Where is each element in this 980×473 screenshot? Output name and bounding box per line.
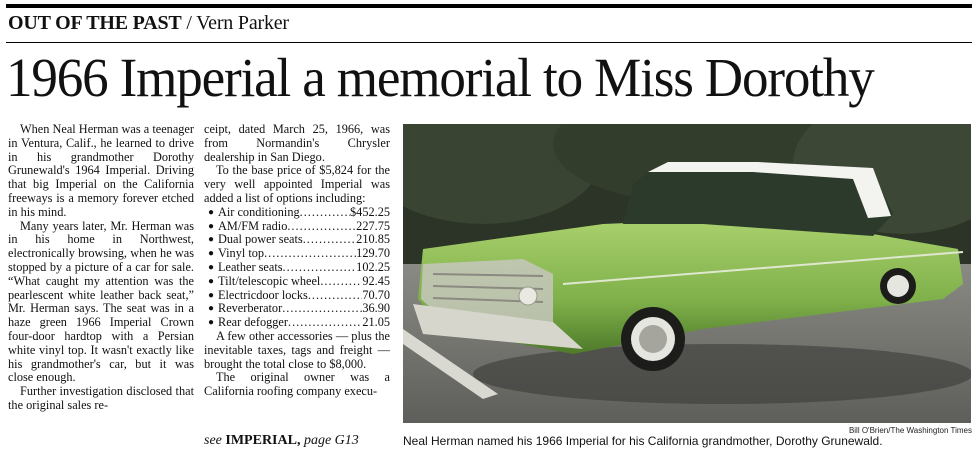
paragraph: When Neal Herman was a teenager in Ventura, Calif., he learned to drive in his grandmother Dorothy Grunewald's 1964 Imperial. Driving that big Imperial on the California freeways is a memory forever etched in his mind. xyxy=(8,122,194,219)
option-name: Dual power seats xyxy=(218,232,303,247)
car-illustration xyxy=(403,124,971,423)
bullet-icon: ● xyxy=(208,248,215,260)
car-photo xyxy=(403,124,971,423)
paragraph: ceipt, dated March 25, 1966, was from Normandin's Chrysler dealership in San Diego. xyxy=(204,122,390,164)
option-name: AM/FM radio xyxy=(218,218,288,233)
option-item xyxy=(204,316,390,330)
option-price: 92.45 xyxy=(362,273,390,288)
option-name: Air conditioning xyxy=(218,204,300,219)
column-kicker xyxy=(8,12,289,35)
option-price: 21.05 xyxy=(362,315,390,330)
leader-dots xyxy=(320,275,362,289)
headlight xyxy=(519,287,537,305)
option-name: Electricdoor locks xyxy=(218,287,308,302)
option-price: 36.90 xyxy=(362,301,390,316)
paragraph: A few other accessories — plus the inevitable taxes, tags and freight — brought the total close to $8,000. xyxy=(204,328,390,371)
option-price: 210.85 xyxy=(356,232,390,247)
option-name: Leather seats xyxy=(218,259,283,274)
option-item xyxy=(204,302,390,316)
option-item xyxy=(204,206,390,220)
kicker-rule xyxy=(6,42,972,43)
jump-see: see xyxy=(204,433,226,448)
article-column-1 xyxy=(8,123,194,413)
option-item xyxy=(204,275,390,289)
jump-page: page G13 xyxy=(303,433,359,448)
leader-dots xyxy=(300,206,350,220)
option-name: Reverberator xyxy=(218,301,283,316)
paragraph: The original owner was a California roofing company execu- xyxy=(204,370,390,399)
option-item xyxy=(204,233,390,247)
option-item xyxy=(204,220,390,234)
hubcap xyxy=(639,325,667,353)
leader-dots xyxy=(308,289,363,303)
option-name: Rear defogger xyxy=(218,315,288,330)
leader-dots xyxy=(283,261,357,275)
option-price: $452.25 xyxy=(350,204,390,219)
option-item xyxy=(204,289,390,303)
photo-caption: Neal Herman named his 1966 Imperial for his California grandmother, Dorothy Grunewald. xyxy=(403,434,883,448)
bullet-icon: ● xyxy=(208,234,215,246)
options-list xyxy=(204,206,390,330)
kicker-byline: / Vern Parker xyxy=(181,12,289,34)
leader-dots xyxy=(264,247,356,261)
jump-line[interactable] xyxy=(204,433,359,449)
option-name: Tilt/telescopic wheel xyxy=(218,273,321,288)
bullet-icon: ● xyxy=(208,317,215,329)
leader-dots xyxy=(287,220,356,234)
bullet-icon: ● xyxy=(208,220,215,232)
headline: 1966 Imperial a memorial to Miss Dorothy xyxy=(6,47,874,108)
jump-ref: IMPERIAL, xyxy=(225,433,304,448)
paragraph: Further investigation disclosed that the original sales re- xyxy=(8,384,194,412)
leader-dots xyxy=(282,302,362,316)
option-item xyxy=(204,247,390,261)
paragraph: To the base price of $5,824 for the very well appointed Imperial was added a list of options including: xyxy=(204,163,390,205)
option-price: 102.25 xyxy=(356,259,390,274)
bullet-icon: ● xyxy=(208,261,215,273)
whitewall xyxy=(887,275,909,297)
leader-dots xyxy=(288,316,362,330)
paragraph: Many years later, Mr. Herman was in his home in Northwest, electronically browsing, when he was stopped by a picture of a car for sale. “What caught my attention was the pearlescent white leather back seat,” Mr. Herman says. The seat was in a haze green 1966 Imperial Crown four-door hardtop with a Persian white vinyl top. It wasn't exactly like his grandmother's car, but it was close enough. xyxy=(8,218,194,385)
bullet-icon: ● xyxy=(208,303,215,315)
option-price: 227.75 xyxy=(356,218,390,233)
bullet-icon: ● xyxy=(208,275,215,287)
option-item xyxy=(204,261,390,275)
photo-credit: Bill O'Brien/The Washington Times xyxy=(848,426,972,435)
option-price: 129.70 xyxy=(356,246,390,261)
article-column-2 xyxy=(204,123,390,399)
leader-dots xyxy=(303,233,356,247)
top-rule xyxy=(6,4,972,8)
option-name: Vinyl top xyxy=(218,246,265,261)
option-price: 70.70 xyxy=(362,287,390,302)
kicker-title: OUT OF THE PAST xyxy=(8,12,182,34)
bullet-icon: ● xyxy=(208,289,215,301)
bullet-icon: ● xyxy=(208,206,215,218)
car-shadow xyxy=(473,344,971,404)
